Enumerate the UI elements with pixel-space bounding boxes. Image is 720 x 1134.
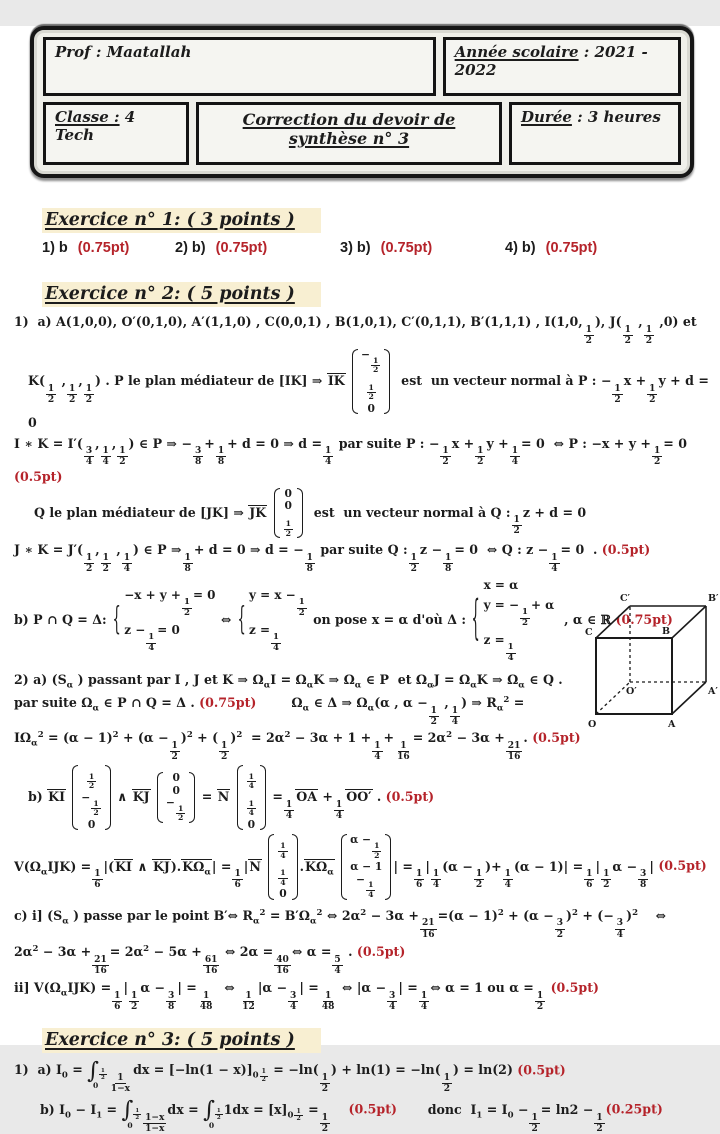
math-text: 1) a) $I_0$ = ∫ $\frac{1}{2}$ 0 $\frac{1}{1-x}$ dx = $[-\ln(1 - x)]_0$ $^{\frac{1}{2}}$ = −ln( $\frac{1}{2}$ ) + ln(1) = −ln( $\frac{1}{2}$ ) = ln(2) xyxy=(14,1057,518,1095)
points-badge: (0.75pt) xyxy=(215,240,268,256)
math-text: b) P ∩ Q = Δ: { −x + y + $\frac{1}{2}$ = 0 z − $\frac{1}{4}$ = 0 ⇔ { y = x − $\frac{1}{2}$ z = $\frac{1}{4}$ on pose x = α d'où Δ : { x = α y = − $\frac{1}{2}$ + α z = $\frac{1}{4}$ , α ∈ ℝ xyxy=(14,578,616,663)
points-badge: (0.75pt) xyxy=(615,612,673,628)
math-text: K( $\frac{1}{2}$ , $\frac{1}{2}$ , $\frac{1}{2}$ ) . P le plan médiateur de [IK] ⇒ IK − $\frac{1}{2}$ $\frac{1}{2}$ 0 est un vecteur normal à P : − $\frac{1}{2}$ x + $\frac{1}{2}$ y + d = 0 xyxy=(28,347,714,431)
cube-figure xyxy=(584,586,718,736)
math-text: 2) a) ($S_\alpha$ ) passant par I , J et K ⇒ $\Omega_\alpha I = \Omega_\alpha K$ ⇒ $\Omega_\alpha$ ∈ P et $\Omega_\alpha J = \Omega_\alpha K$ ⇒ $\Omega_\alpha$ ∈ Q . xyxy=(14,672,563,691)
class-cell xyxy=(43,102,189,165)
math-text: Q le plan médiateur de [JK] ⇒ JK 0 0 $\frac{1}{2}$ est un vecteur normal à Q : $\frac{1}{2}$ z + d = 0 xyxy=(34,486,587,538)
cube-vertex-label: O′ xyxy=(626,686,637,697)
cube-vertex-label: A xyxy=(668,719,676,730)
points-badge: (0.5pt) xyxy=(331,1101,397,1117)
class-label: Classe : xyxy=(55,108,120,126)
points-badge: (0.75pt) xyxy=(199,694,257,710)
points-badge: (0.5pt) xyxy=(385,789,435,805)
cube-vertex-label: B xyxy=(662,626,671,637)
prof-value: Maatallah xyxy=(106,43,192,61)
points-badge: (0.5pt) xyxy=(14,468,63,484)
math-line xyxy=(14,436,716,468)
math-text: b) KI $\frac{1}{2}$ − $\frac{1}{2}$ 0 ∧ KJ 0 0 − $\frac{1}{2}$ = N $\frac{1}{4}$ $\frac{1}{4}$ 0 = $\frac{1}{4}$ OA + $\frac{1}{4}$ OO′ . xyxy=(28,789,386,804)
cube-vertex-label: C xyxy=(585,627,593,638)
math-line xyxy=(14,1099,716,1134)
math-line xyxy=(14,314,716,346)
math-line xyxy=(14,542,716,574)
title-cell xyxy=(196,102,502,165)
year-value: : 2021 - 2022 xyxy=(454,43,648,79)
points-badge: (0.75pt) xyxy=(77,240,130,256)
header-row-2 xyxy=(43,102,681,165)
document-title: Correction du devoir de synthèse n° 3 xyxy=(242,110,456,148)
math-text: c) i] ($S_\alpha$ ) passe par le point B′⇔ $R_\alpha^2 = B'\Omega_\alpha^2$ ⇔ $2\alpha^2 - 3\alpha$ + $\frac{21}{16}$ $=(\alpha - 1)^2 + (\alpha$ − $\frac{3}{2}$ )$^2$ + (− $\frac{3}{4}$ )$^2$ ⇔ xyxy=(14,907,667,940)
math-text: ii] $V(\Omega_\alpha IJK)$ = $\frac{1}{6}$ | $\frac{1}{2}$ α − $\frac{3}{8}$ | = $\frac{1}{48}$ ⇔ $\frac{1}{12}$ |α − $\frac{3}{4}$ | = $\frac{1}{48}$ ⇔ |α − $\frac{3}{4}$ | = $\frac{1}{4}$ ⇔ α = 1 ou α = $\frac{1}{2}$ xyxy=(14,979,544,1012)
points-badge: (0.5pt) xyxy=(532,730,581,746)
math-line xyxy=(14,730,589,762)
math-text: $V(\Omega_\alpha IJK)$ = $\frac{1}{6}$ |(KI ∧ $KJ).K\Omega_\alpha|$ = $\frac{1}{6}$ |N $\frac{1}{4}$ $\frac{1}{4}$ 0 $.K\Omega_\alpha$ α − $\frac{1}{2}$ α − 1 − $\frac{1}{4}$ | = $\frac{1}{6}$ | $\frac{1}{4}$ (α − $\frac{1}{2}$ )+ $\frac{1}{4}$ (α − 1)| = $\frac{1}{6}$ | $\frac{1}{2}$ α − $\frac{3}{8}$ | xyxy=(14,833,659,901)
points-badge: (0.5pt) xyxy=(658,858,707,874)
cube-vertex-label: O xyxy=(588,719,597,730)
points-badge: (0.5pt) xyxy=(356,943,406,959)
points-badge: (0.5pt) xyxy=(601,542,651,558)
year-label: Année scolaire xyxy=(454,43,579,61)
exercise-3-content xyxy=(0,1057,720,1134)
points-badge: (0.5pt) xyxy=(550,979,600,995)
math-line xyxy=(14,695,589,727)
exercise-2-heading: Exercice n° 2: ( 5 points ) xyxy=(42,282,321,307)
points-badge: (0.75pt) xyxy=(380,240,433,256)
math-text: I ∗ K = I′( $\frac{3}{4}$ , $\frac{1}{4}$ , $\frac{1}{2}$ ) ∈ P ⇒ − $\frac{3}{8}$ + $\frac{1}{8}$ + d = 0 ⇒ d = $\frac{1}{4}$ par suite P : − $\frac{1}{2}$ x + $\frac{1}{2}$ y + $\frac{1}{4}$ = 0 ⇔ P : −x + y + $\frac{1}{2}$ = 0 xyxy=(14,435,687,468)
year-cell xyxy=(443,37,681,96)
prof-cell xyxy=(43,37,436,96)
points-badge: (0.5pt) xyxy=(517,1062,566,1078)
document-page xyxy=(0,26,720,1134)
answer-item: 2) b) (0.75pt) xyxy=(175,240,268,256)
math-text: par suite $\Omega_\alpha$ ∈ P ∩ Q = Δ . xyxy=(14,694,200,714)
math-line xyxy=(14,833,716,900)
exercise-3-heading: Exercice n° 3: ( 5 points ) xyxy=(42,1028,321,1053)
math-text: $2\alpha^2 - 3\alpha$ + $\frac{21}{16}$ = $2\alpha^2 - 5\alpha$ + $\frac{61}{16}$ ⇔ 2α = $\frac{40}{16}$ ⇔ α = $\frac{5}{4}$ . xyxy=(14,943,357,976)
points-badge: (0.75pt) xyxy=(545,240,598,256)
cube-vertex-label: A′ xyxy=(708,686,718,697)
answer-item: 4) b) (0.75pt) xyxy=(505,240,598,256)
math-line xyxy=(14,469,716,485)
duration-value: : 3 heures xyxy=(571,108,661,126)
answer-item: 3) b) (0.75pt) xyxy=(340,240,433,256)
math-text: 1) a) A(1,0,0), O′(0,1,0), A′(1,1,0) , C(0,0,1) , B(1,0,1), C′(0,1,1), B′(1,1,1) , I(1,0, $\frac{1}{2}$ ), J( $\frac{1}{2}$ , $\frac{1}{2}$ ,0) et xyxy=(14,314,697,346)
math-line xyxy=(14,1057,716,1095)
math-line xyxy=(14,348,716,432)
math-text: $I\Omega_\alpha^2 = (\alpha - 1)^2 + (\alpha$ − $\frac{1}{2}$ )$^2$ + ( $\frac{1}{2}$ )$^2 = 2\alpha^2 - 3\alpha + 1$ + $\frac{1}{4}$ + $\frac{1}{16}$ = $2\alpha^2 - 3\alpha$ + $\frac{21}{16}$ . xyxy=(14,729,533,762)
cube-vertex-label: C′ xyxy=(620,593,631,604)
math-line xyxy=(14,980,716,1012)
exercise-1-heading: Exercice n° 1: ( 3 points ) xyxy=(42,208,321,233)
math-line xyxy=(14,944,716,976)
math-text: donc $I_1 = I_0$ − $\frac{1}{2}$ = ln2 − $\frac{1}{2}$ xyxy=(397,1101,603,1134)
cube-vertex-label: B′ xyxy=(708,593,719,604)
math-line xyxy=(14,487,716,540)
header-row-1 xyxy=(43,37,681,96)
duration-label: Durée xyxy=(521,108,572,126)
prof-label: Prof : xyxy=(55,43,102,61)
math-line xyxy=(14,672,579,692)
duration-cell xyxy=(509,102,681,165)
math-text: $\Omega_\alpha$ ∈ Δ ⇒ $\Omega_\alpha(\alpha$ , α − $\frac{1}{2}$ , $\frac{1}{4}$ ) ⇒ $R_\alpha^2$ = xyxy=(256,694,525,727)
header-frame xyxy=(30,26,694,178)
answer-item: 1) b (0.75pt) xyxy=(42,240,130,256)
math-text: J ∗ K = J′( $\frac{1}{2}$ , $\frac{1}{2}$ , $\frac{1}{4}$ ) ∈ P ⇒ $\frac{1}{8}$ + d = 0 ⇒ d = − $\frac{1}{8}$ par suite Q : $\frac{1}{2}$ z − $\frac{1}{8}$ = 0 ⇔ Q : z − $\frac{1}{4}$ = 0 . xyxy=(14,542,602,575)
math-line xyxy=(14,764,603,831)
exercise-1-answers xyxy=(0,240,720,256)
math-line xyxy=(14,908,716,940)
points-badge: (0.25pt) xyxy=(605,1101,663,1117)
class-value: 4 Tech xyxy=(55,108,136,144)
math-text: b) $I_0 - I_1$ = ∫ $\frac{1}{2}$ 0 $\frac{1-x}{1-x}$ dx = ∫ $\frac{1}{2}$ 0 $1dx = [x]_0$ $^{\frac{1}{2}}$ = $\frac{1}{2}$ xyxy=(40,1097,328,1134)
